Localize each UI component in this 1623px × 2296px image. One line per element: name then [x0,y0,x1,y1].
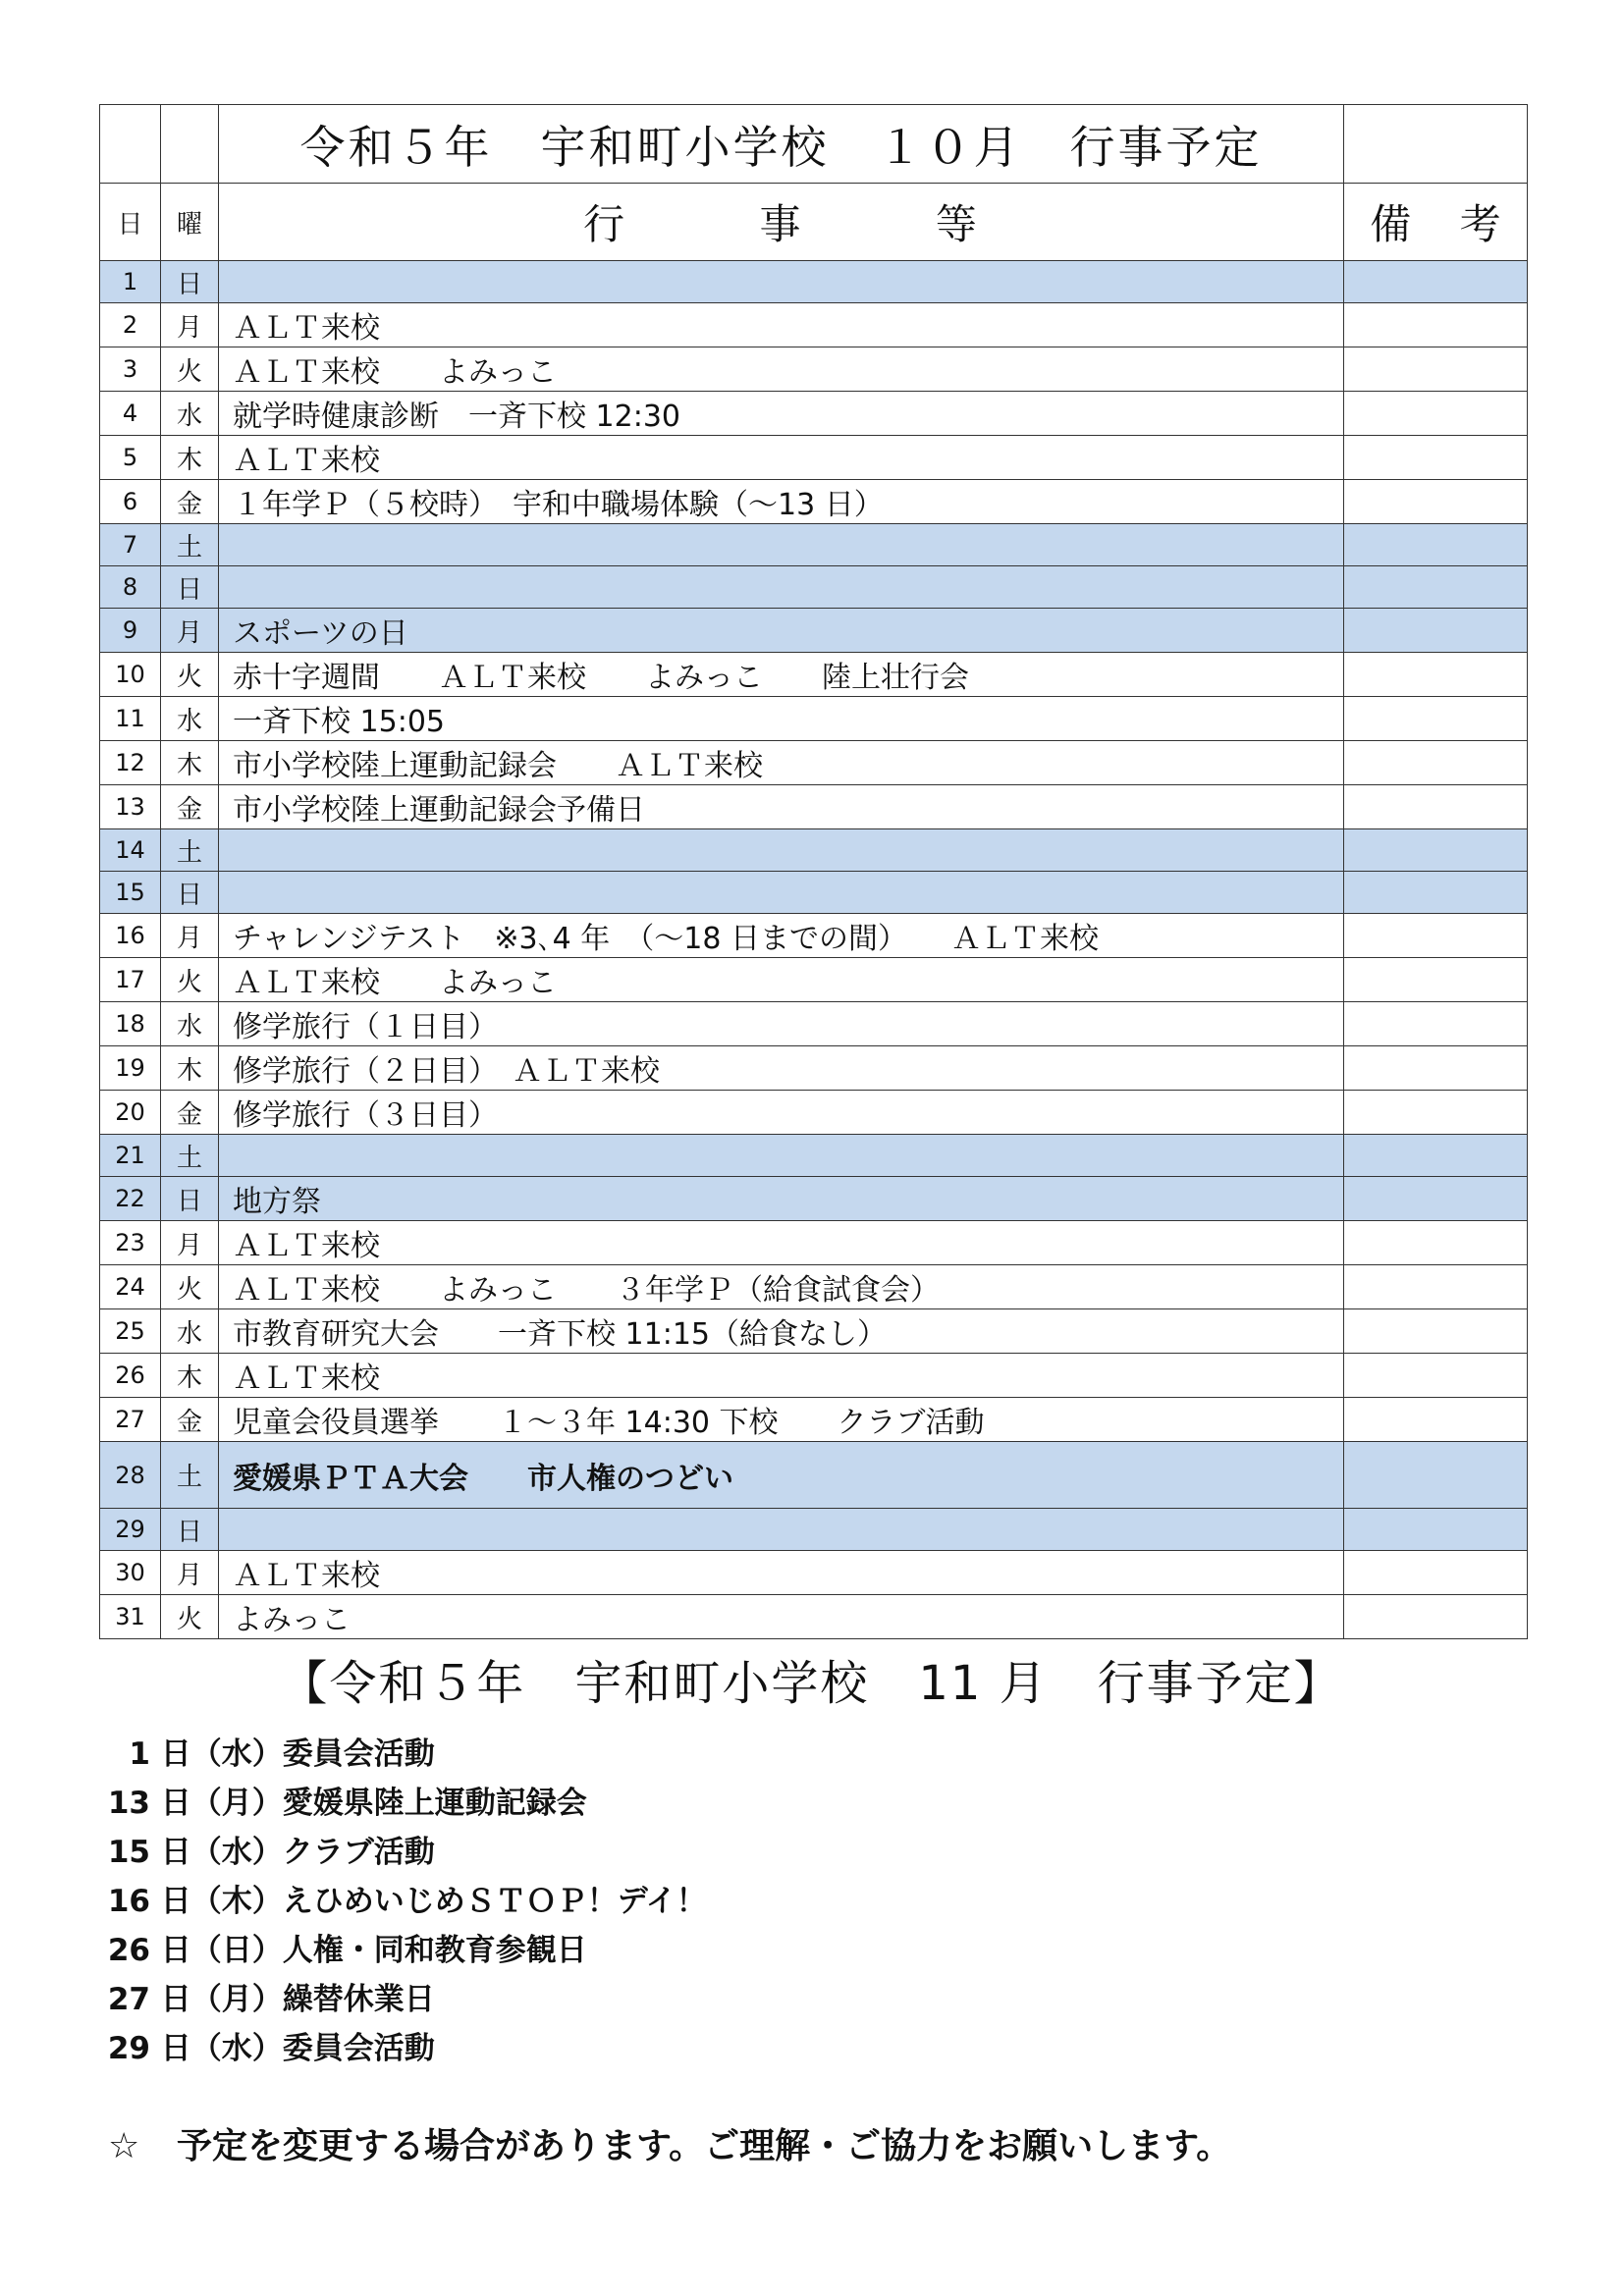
november-date: 15 [107,1835,150,1870]
day-number: 17 [100,958,161,1002]
notes-cell [1344,1091,1528,1135]
day-number: 26 [100,1354,161,1398]
footer-note [108,2118,1231,2168]
day-number: 5 [100,436,161,480]
event-cell: 一斉下校 15:05 [219,697,1344,741]
weekday: 月 [161,914,219,958]
list-item [96,1926,707,1975]
event-cell: 市小学校陸上運動記録会 ＡＬＴ来校 [219,741,1344,785]
weekday: 火 [161,958,219,1002]
day-number: 14 [100,829,161,872]
notes-cell [1344,872,1528,914]
november-date: 13 [107,1786,150,1821]
header-day: 日 [100,184,161,261]
day-number: 30 [100,1551,161,1595]
list-item [96,1779,707,1828]
day-number: 7 [100,524,161,566]
november-date: 1 [129,1736,150,1772]
event-cell: １年学Ｐ（５校時） 宇和中職場体験（～13 日） [219,480,1344,524]
november-title: 【令和５年 宇和町小学校 11 月 行事予定】 [280,1656,1343,1711]
event-cell [219,261,1344,303]
november-event: 日（水）委員会活動 [150,1736,435,1772]
day-number: 13 [100,785,161,829]
notes-cell [1344,1398,1528,1442]
notes-cell [1344,303,1528,347]
table-row [100,609,1528,653]
notes-cell [1344,347,1528,392]
notes-cell [1344,1002,1528,1046]
event-cell: ＡＬＴ来校 [219,303,1344,347]
header-events-char: 等 [935,200,979,248]
notes-cell [1344,1135,1528,1177]
table-row [100,785,1528,829]
title-blank-notes [1344,105,1528,184]
table-row [100,872,1528,914]
day-number: 22 [100,1177,161,1221]
notes-cell [1344,914,1528,958]
page-title: 令和５年 宇和町小学校 １０月 行事予定 [219,105,1344,184]
table-row [100,1091,1528,1135]
notes-cell [1344,1177,1528,1221]
weekday: 月 [161,1551,219,1595]
weekday: 火 [161,1265,219,1309]
notes-cell [1344,1509,1528,1551]
weekday: 木 [161,1046,219,1091]
list-item [96,2024,707,2073]
weekday: 土 [161,1135,219,1177]
table-row [100,566,1528,609]
weekday: 土 [161,829,219,872]
event-cell: ＡＬＴ来校 よみっこ [219,958,1344,1002]
november-event: 日（月）繰替休業日 [150,1982,435,2017]
event-cell: ＡＬＴ来校 [219,436,1344,480]
weekday: 木 [161,1354,219,1398]
day-number: 23 [100,1221,161,1265]
day-number: 25 [100,1309,161,1354]
event-cell: 地方祭 [219,1177,1344,1221]
weekday: 日 [161,261,219,303]
title-row [100,105,1528,184]
event-cell [219,872,1344,914]
table-row [100,1135,1528,1177]
day-number: 4 [100,392,161,436]
notes-cell [1344,480,1528,524]
day-number: 6 [100,480,161,524]
weekday: 月 [161,1221,219,1265]
day-number: 19 [100,1046,161,1091]
weekday: 日 [161,1177,219,1221]
weekday: 金 [161,480,219,524]
notes-cell [1344,524,1528,566]
list-item [96,1730,707,1779]
november-date: 29 [107,2031,150,2066]
day-number: 10 [100,653,161,697]
event-cell [219,524,1344,566]
header-events-char: 事 [759,200,803,248]
list-item [96,1975,707,2024]
weekday: 土 [161,1442,219,1509]
list-item [96,1828,707,1877]
notes-cell [1344,829,1528,872]
event-cell: 赤十字週間 ＡＬＴ来校 よみっこ 陸上壮行会 [219,653,1344,697]
november-event: 日（水）委員会活動 [150,2031,435,2066]
footer-text: 予定を変更する場合があります。ご理解・ご協力をお願いします。 [177,2126,1232,2166]
table-row [100,1509,1528,1551]
table-row [100,1265,1528,1309]
notes-cell [1344,1442,1528,1509]
weekday: 水 [161,1002,219,1046]
weekday: 土 [161,524,219,566]
november-event: 日（日）人権・同和教育参観日 [150,1933,587,1968]
header-row [100,184,1528,261]
table-row [100,347,1528,392]
notes-cell [1344,609,1528,653]
table-row [100,480,1528,524]
table-row [100,1221,1528,1265]
event-cell: 就学時健康診断 一斉下校 12:30 [219,392,1344,436]
weekday: 月 [161,303,219,347]
day-number: 24 [100,1265,161,1309]
table-row [100,1551,1528,1595]
november-list [96,1730,707,2073]
day-number: 11 [100,697,161,741]
notes-cell [1344,958,1528,1002]
notes-cell [1344,1265,1528,1309]
day-number: 9 [100,609,161,653]
event-cell: 修学旅行（２日目） ＡＬＴ来校 [219,1046,1344,1091]
day-number: 27 [100,1398,161,1442]
day-number: 29 [100,1509,161,1551]
title-blank-day [100,105,161,184]
notes-cell [1344,741,1528,785]
day-number: 21 [100,1135,161,1177]
november-date: 26 [107,1933,150,1968]
event-cell: ＡＬＴ来校 [219,1551,1344,1595]
table-row [100,1309,1528,1354]
november-date: 27 [107,1982,150,2017]
event-cell: 市小学校陸上運動記録会予備日 [219,785,1344,829]
table-row [100,1354,1528,1398]
header-events [219,184,1344,261]
table-row [100,303,1528,347]
table-row [100,958,1528,1002]
title-blank-weekday [161,105,219,184]
schedule-table [99,104,1528,1639]
day-number: 31 [100,1595,161,1639]
notes-cell [1344,1309,1528,1354]
table-row [100,1442,1528,1509]
weekday: 日 [161,872,219,914]
notes-cell [1344,566,1528,609]
weekday: 火 [161,347,219,392]
table-row [100,524,1528,566]
notes-cell [1344,1354,1528,1398]
day-number: 8 [100,566,161,609]
event-cell: 修学旅行（３日目） [219,1091,1344,1135]
notes-cell [1344,653,1528,697]
event-cell: 児童会役員選挙 １～３年 14:30 下校 クラブ活動 [219,1398,1344,1442]
event-cell: スポーツの日 [219,609,1344,653]
weekday: 火 [161,653,219,697]
notes-cell [1344,261,1528,303]
event-cell [219,829,1344,872]
notes-cell [1344,1046,1528,1091]
table-row [100,1046,1528,1091]
weekday: 金 [161,1091,219,1135]
day-number: 15 [100,872,161,914]
event-cell: 愛媛県ＰＴＡ大会 市人権のつどい [219,1442,1344,1509]
weekday: 金 [161,785,219,829]
event-cell [219,1509,1344,1551]
notes-cell [1344,697,1528,741]
weekday: 月 [161,609,219,653]
day-number: 20 [100,1091,161,1135]
weekday: 木 [161,436,219,480]
table-row [100,653,1528,697]
weekday: 水 [161,697,219,741]
day-number: 1 [100,261,161,303]
table-row [100,392,1528,436]
event-cell: 市教育研究大会 一斉下校 11:15（給食なし） [219,1309,1344,1354]
november-event: 日（水）クラブ活動 [150,1835,435,1870]
event-cell: ＡＬＴ来校 よみっこ ３年学Ｐ（給食試食会） [219,1265,1344,1309]
november-date: 16 [107,1884,150,1919]
weekday: 日 [161,1509,219,1551]
table-row [100,829,1528,872]
weekday: 金 [161,1398,219,1442]
notes-cell [1344,785,1528,829]
weekday: 水 [161,1309,219,1354]
event-cell: チャレンジテスト ※3､4 年 （～18 日までの間） ＡＬＴ来校 [219,914,1344,958]
notes-cell [1344,436,1528,480]
header-weekday: 曜 [161,184,219,261]
weekday: 日 [161,566,219,609]
event-cell [219,1135,1344,1177]
day-number: 3 [100,347,161,392]
day-number: 12 [100,741,161,785]
notes-cell [1344,1551,1528,1595]
day-number: 16 [100,914,161,958]
table-row [100,741,1528,785]
day-number: 18 [100,1002,161,1046]
notes-cell [1344,1221,1528,1265]
november-event: 日（木）えひめいじめＳＴＯＰ！デイ！ [150,1884,707,1919]
day-number: 2 [100,303,161,347]
weekday: 火 [161,1595,219,1639]
notes-cell [1344,1595,1528,1639]
header-notes-char: 考 [1459,200,1501,248]
header-notes-char: 備 [1370,200,1412,248]
header-events-char: 行 [583,200,627,248]
header-notes [1344,184,1528,261]
event-cell: ＡＬＴ来校 [219,1354,1344,1398]
weekday: 水 [161,392,219,436]
table-row [100,914,1528,958]
star-icon: ☆ [108,2126,140,2166]
table-row [100,1398,1528,1442]
event-cell [219,566,1344,609]
event-cell: ＡＬＴ来校 よみっこ [219,347,1344,392]
table-row [100,436,1528,480]
table-row [100,697,1528,741]
list-item [96,1877,707,1926]
table-row [100,1177,1528,1221]
table-row [100,1595,1528,1639]
event-cell: よみっこ [219,1595,1344,1639]
event-cell: ＡＬＴ来校 [219,1221,1344,1265]
table-row [100,1002,1528,1046]
weekday: 木 [161,741,219,785]
notes-cell [1344,392,1528,436]
day-number: 28 [100,1442,161,1509]
november-event: 日（月）愛媛県陸上運動記録会 [150,1786,587,1821]
table-row [100,261,1528,303]
event-cell: 修学旅行（１日目） [219,1002,1344,1046]
